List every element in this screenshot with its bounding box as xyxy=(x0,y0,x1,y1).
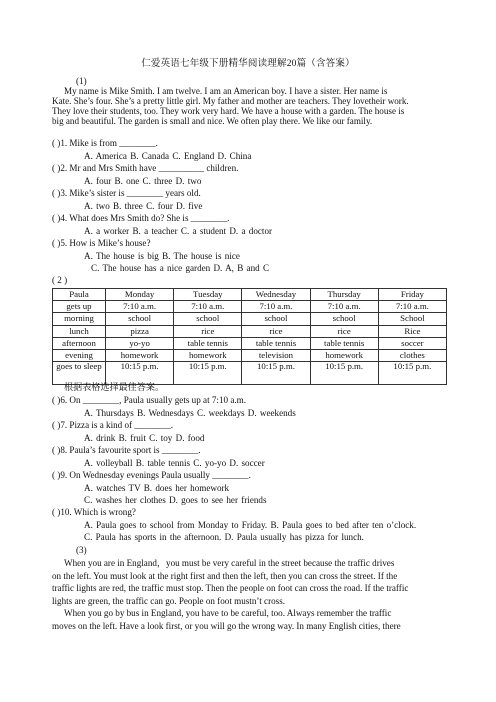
question-9-option-line: A. watches TV B. does her homework xyxy=(84,483,230,493)
schedule-table xyxy=(52,288,447,385)
table-cell: Rice xyxy=(378,325,446,337)
table-cell: table tennis xyxy=(242,337,310,349)
table-cell: rice xyxy=(242,325,310,337)
question-10-option-line: C. Paula has sports in the afternoon. D. Paula usually has pizza for lunch. xyxy=(84,532,364,542)
passage-line: When you go by bus in England, you have to be careful, too. Always remember the traffic xyxy=(64,608,392,618)
question-2: ( )2. Mr and Mrs Smith have __________ children. xyxy=(52,163,239,173)
question-5: ( )5. How is Mike’s house? xyxy=(52,238,151,248)
table-cell: school xyxy=(310,313,378,325)
table-header-cell: Thursday xyxy=(310,289,378,301)
table-header-cell: Paula xyxy=(53,289,106,301)
table-row xyxy=(53,325,447,337)
passage-line: They love their students, too. They work very hard. We have a house with a garden. The house is xyxy=(52,106,405,116)
table-row xyxy=(53,313,447,325)
question-3-options: A. two B. three C. four D. five xyxy=(84,201,203,211)
question-6: ( )6. On ________, Paula usually gets up at 7:10 a.m. xyxy=(52,395,246,405)
table-header-row xyxy=(53,289,447,301)
table-cell: 10:15 p.m. xyxy=(310,362,378,385)
question-2-options: A. four B. one C. three D. two xyxy=(84,176,202,186)
table-cell: homework xyxy=(310,349,378,361)
passage-line: moves on the left. Have a look first, or you will go the wrong way. In many English cities, there xyxy=(52,621,401,631)
table-cell: school xyxy=(242,313,310,325)
question-6-options: A. Thursdays B. Wednesdays C. weekdays D. weekends xyxy=(84,408,296,418)
table-cell: rice xyxy=(174,325,242,337)
table-cell: table tennis xyxy=(310,337,378,349)
table-cell: 7:10 a.m. xyxy=(310,301,378,313)
passage-line: My name is Mike Smith. I am twelve. I am an American boy. I have a sister. Her name is xyxy=(64,86,388,96)
question-1: ( )1. Mike is from ________. xyxy=(52,138,158,148)
passage-line: on the left. You must look at the right first and then the left, then you can cross the street. If the xyxy=(52,571,398,581)
question-10-option-line: A. Paula goes to school from Monday to Friday. B. Paula goes to bed after ten o’clock. xyxy=(84,520,417,530)
table-cell: homework xyxy=(174,349,242,361)
table-cell: school xyxy=(174,313,242,325)
table-header-cell: Wednesday xyxy=(242,289,310,301)
table-cell: yo-yo xyxy=(106,337,174,349)
section-1-label: (1) xyxy=(76,76,87,86)
section-3-label: (3) xyxy=(76,545,87,555)
passage-line: When you are in England，you must be very careful in the street because the traffic drives xyxy=(64,558,395,568)
question-5-option-line: C. The house has a nice garden D. A, B and C xyxy=(91,263,270,273)
table-header-cell: Tuesday xyxy=(174,289,242,301)
table-header-cell: Friday xyxy=(378,289,446,301)
question-8-options: A. volleyball B. table tennis C. yo-yo D. soccer xyxy=(84,458,265,468)
passage-line: big and beautiful. The garden is small and nice. We often play there. We like our family. xyxy=(52,116,373,126)
question-7: ( )7. Pizza is a kind of ________. xyxy=(52,420,173,430)
table-cell: lunch xyxy=(53,325,106,337)
question-4: ( )4. What does Mrs Smith do? She is ________. xyxy=(52,213,230,223)
question-8: ( )8. Paula’s favourite sport is ________. xyxy=(52,445,201,455)
question-9: ( )9. On Wednesday evenings Paula usually ________. xyxy=(52,470,251,480)
table-cell: 10:15 p.m. xyxy=(174,362,242,385)
table-cell: School xyxy=(378,313,446,325)
question-9-option-line: C. washes her clothes D. goes to see her friends xyxy=(84,495,267,505)
table-cell: 7:10 a.m. xyxy=(106,301,174,313)
table-cell: school xyxy=(106,313,174,325)
table-cell: 7:10 a.m. xyxy=(242,301,310,313)
question-10: ( )10. Which is wrong? xyxy=(52,507,136,517)
table-cell: clothes xyxy=(378,349,446,361)
table-row xyxy=(53,337,447,349)
table-cell: goes to sleep xyxy=(53,362,106,385)
table-cell: homework xyxy=(106,349,174,361)
table-cell: television xyxy=(242,349,310,361)
question-7-options: A. drink B. fruit C. toy D. food xyxy=(84,433,205,443)
document-title: 仁爱英语七年级下册精华阅读理解20篇（含答案） xyxy=(141,59,355,69)
table-cell: afternoon xyxy=(53,337,106,349)
table-header-cell: Monday xyxy=(106,289,174,301)
table-cell: gets up xyxy=(53,301,106,313)
question-4-options: A. a worker B. a teacher C. a student D. a doctor xyxy=(84,226,273,236)
table-row xyxy=(53,349,447,361)
table-cell: morning xyxy=(53,313,106,325)
section-2-label: ( 2 ) xyxy=(52,275,68,285)
section-1-passage xyxy=(52,86,447,126)
table-row xyxy=(53,301,447,313)
table-cell: 10:15 p.m. xyxy=(378,362,446,385)
question-1-options: A. America B. Canada C. England D. China xyxy=(84,151,252,161)
table-cell: pizza xyxy=(106,325,174,337)
table-cell: evening xyxy=(53,349,106,361)
table-cell: table tennis xyxy=(174,337,242,349)
table-cell: 7:10 a.m. xyxy=(174,301,242,313)
passage-line: traffic lights are red, the traffic must stop. Then the people on foot can cross the road. If the traffic xyxy=(52,583,409,593)
table-instruction: 根据表格选择最佳答案。 xyxy=(64,382,165,392)
passage-line: Kate. She’s four. She’s a pretty little girl. My father and mother are teachers. They lovetheir work. xyxy=(52,96,409,106)
question-5-option-line: A. The house is big B. The house is nice xyxy=(84,251,240,261)
table-cell: 7:10 a.m. xyxy=(378,301,446,313)
table-cell: soccer xyxy=(378,337,446,349)
table-cell: 10:15 p.m. xyxy=(106,362,174,385)
table-cell: rice xyxy=(310,325,378,337)
passage-line: lights are green, the traffic can go. People on foot mustn’t cross. xyxy=(52,596,286,606)
question-3: ( )3. Mike’s sister is ________ years old. xyxy=(52,188,201,198)
table-cell: 10:15 p.m. xyxy=(242,362,310,385)
